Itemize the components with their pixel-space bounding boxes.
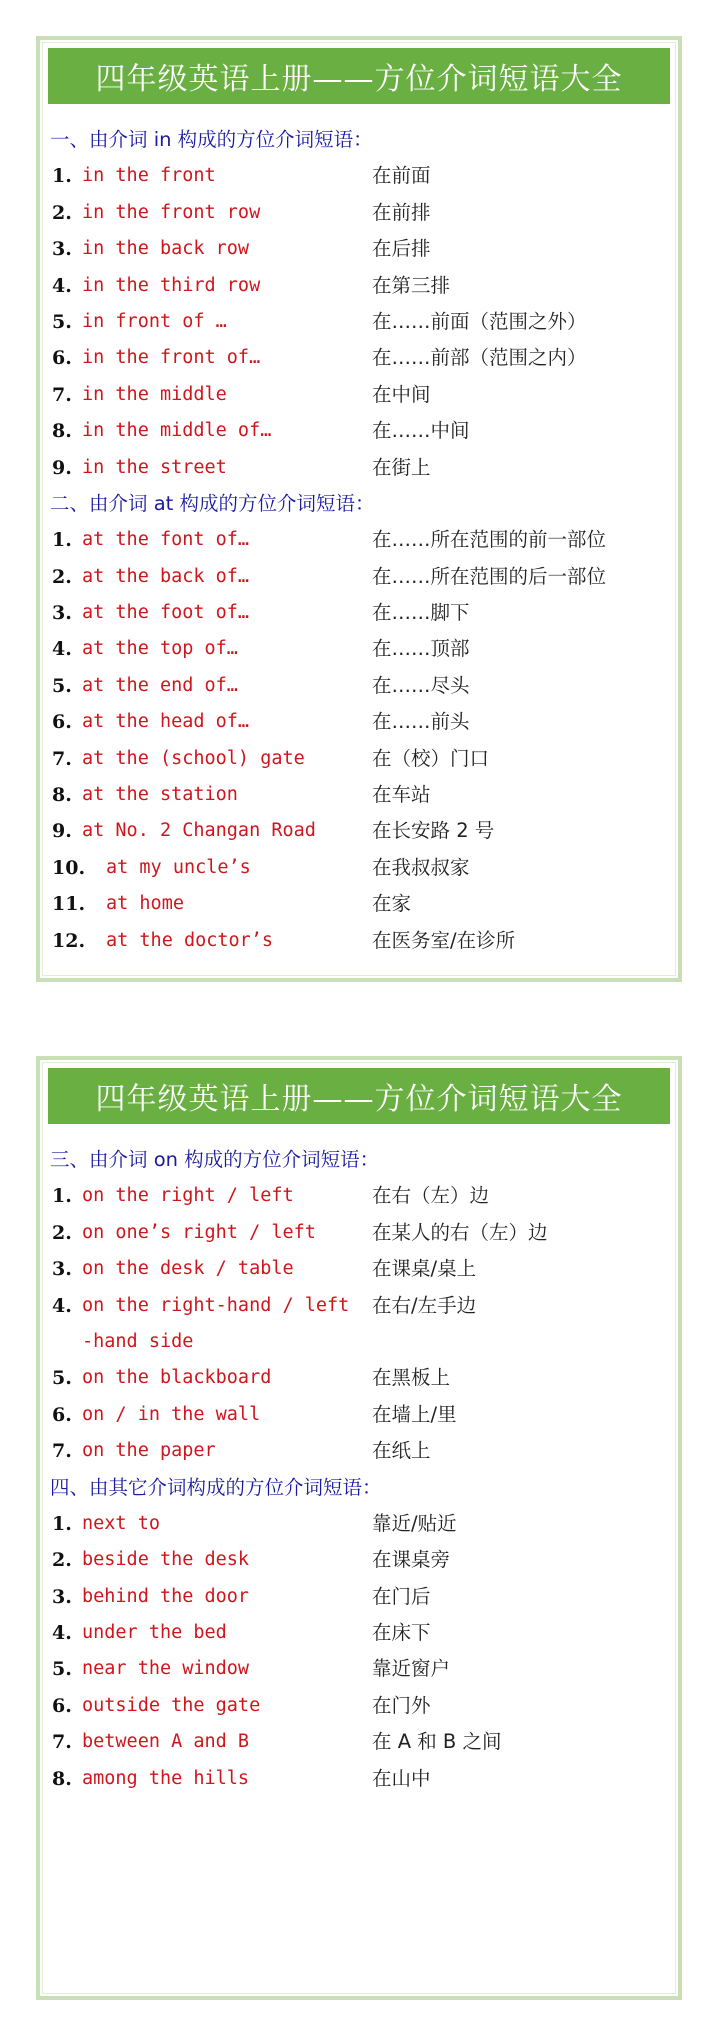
english-phrase: at my uncle’s: [106, 856, 251, 878]
item-number: 4.: [52, 1622, 72, 1645]
phrase-row: [48, 1251, 670, 1287]
item-number: 8.: [52, 784, 72, 807]
chinese-meaning: 在……顶部: [372, 637, 470, 661]
chinese-meaning: 在床下: [372, 1621, 431, 1645]
chinese-meaning: 在长安路 2 号: [372, 819, 495, 843]
english-phrase: on the paper: [82, 1440, 216, 1462]
item-number: 5.: [52, 1658, 72, 1681]
english-phrase: under the bed: [82, 1622, 227, 1644]
phrase-row: [48, 886, 670, 922]
chinese-meaning: 在前面: [372, 164, 431, 188]
chinese-meaning: 在某人的右（左）边: [372, 1220, 548, 1244]
english-phrase: on the desk / table: [82, 1258, 294, 1280]
english-phrase: at the station: [82, 784, 238, 806]
chinese-meaning: 在右（左）边: [372, 1184, 490, 1208]
item-number: 2.: [52, 201, 72, 224]
english-phrase: at the font of…: [82, 529, 250, 551]
chinese-meaning: 在……前面（范围之外）: [372, 309, 587, 333]
item-number: 1.: [52, 1185, 72, 1208]
english-phrase: beside the desk: [82, 1549, 250, 1571]
item-number: 5.: [52, 674, 72, 697]
item-number: 1.: [52, 1512, 72, 1535]
item-number: 3.: [52, 1585, 72, 1608]
phrase-row: [48, 1688, 670, 1724]
chinese-meaning: 在（校）门口: [372, 746, 490, 770]
english-phrase: near the window: [82, 1658, 250, 1680]
phrase-row: [48, 1178, 670, 1214]
item-number: 10.: [52, 856, 86, 879]
chinese-meaning: 在课桌/桌上: [372, 1257, 477, 1281]
section-heading: 一、由介词 in 构成的方位介词短语：: [50, 128, 373, 151]
chinese-meaning: 在第三排: [372, 273, 451, 297]
chinese-meaning: 在……中间: [372, 419, 470, 443]
item-number: 4.: [52, 638, 72, 661]
chinese-meaning: 靠近/贴近: [372, 1511, 457, 1535]
phrase-row: [48, 158, 670, 194]
item-number: 2.: [52, 1221, 72, 1244]
phrase-row: [48, 1615, 670, 1651]
phrase-row: [48, 813, 670, 849]
item-number: 7.: [52, 747, 72, 770]
chinese-meaning: 在车站: [372, 783, 431, 807]
item-number: 6.: [52, 1694, 72, 1717]
phrase-row: [48, 1360, 670, 1396]
english-phrase: at the top of…: [82, 638, 238, 660]
item-number: 7.: [52, 1731, 72, 1754]
phrase-row: [48, 413, 670, 449]
phrase-list: [48, 1142, 670, 1797]
item-number: 11.: [52, 893, 86, 916]
chinese-meaning: 在……脚下: [372, 601, 470, 625]
item-number: 1.: [52, 529, 72, 552]
item-number: 7.: [52, 1440, 72, 1463]
english-phrase: at the foot of…: [82, 602, 250, 624]
item-number: 8.: [52, 420, 72, 443]
english-phrase: at the end of…: [82, 674, 238, 696]
item-number: 7.: [52, 383, 72, 406]
chinese-meaning: 在门后: [372, 1584, 431, 1608]
chinese-meaning: 在 A 和 B 之间: [372, 1730, 502, 1754]
phrase-row: [48, 1651, 670, 1687]
english-phrase: in the back row: [82, 238, 250, 260]
item-number: 4.: [52, 1294, 72, 1317]
english-phrase: among the hills: [82, 1767, 250, 1789]
english-phrase: on the right / left: [82, 1185, 294, 1207]
chinese-meaning: 在……所在范围的后一部位: [372, 564, 607, 588]
item-number: 6.: [52, 711, 72, 734]
phrase-row: [48, 1288, 670, 1324]
chinese-meaning: 在医务室/在诊所: [372, 928, 516, 952]
chinese-meaning: 在我叔叔家: [372, 855, 470, 879]
chinese-meaning: 在山中: [372, 1766, 431, 1790]
phrase-row: [48, 1433, 670, 1469]
phrase-row: [48, 231, 670, 267]
phrase-row: [48, 1579, 670, 1615]
english-phrase: on / in the wall: [82, 1403, 261, 1425]
page-title: 四年级英语上册——方位介词短语大全: [48, 1068, 670, 1124]
phrase-list: [48, 122, 670, 959]
phrase-row: [48, 850, 670, 886]
page-card-2: [36, 1056, 682, 2000]
phrase-row: [48, 1724, 670, 1760]
english-phrase: in the third row: [82, 274, 261, 296]
phrase-row: [48, 704, 670, 740]
english-phrase: outside the gate: [82, 1694, 261, 1716]
item-number: 2.: [52, 1549, 72, 1572]
item-number: 12.: [52, 929, 86, 952]
section-heading: 三、由介词 on 构成的方位介词短语：: [50, 1148, 380, 1171]
item-number: 6.: [52, 1403, 72, 1426]
english-phrase: in the front row: [82, 201, 261, 223]
chinese-meaning: 在街上: [372, 455, 431, 479]
english-phrase: on one’s right / left: [82, 1221, 316, 1243]
item-number: 4.: [52, 274, 72, 297]
chinese-meaning: 在……所在范围的前一部位: [372, 528, 607, 552]
section-heading: 四、由其它介词构成的方位介词短语：: [50, 1475, 382, 1499]
chinese-meaning: 在中间: [372, 382, 431, 406]
chinese-meaning: 在墙上/里: [372, 1402, 457, 1426]
phrase-row: [48, 1397, 670, 1433]
item-number: 5.: [52, 310, 72, 333]
item-number: 3.: [52, 238, 72, 261]
english-phrase: -hand side: [82, 1330, 194, 1352]
phrase-row: [48, 595, 670, 631]
chinese-meaning: 靠近窗户: [372, 1657, 451, 1681]
phrase-row: [48, 923, 670, 959]
chinese-meaning: 在家: [372, 892, 412, 916]
chinese-meaning: 在……尽头: [372, 673, 470, 697]
page-title: 四年级英语上册——方位介词短语大全: [48, 48, 670, 104]
english-phrase: at the (school) gate: [82, 747, 305, 769]
phrase-row: [48, 340, 670, 376]
phrase-row: [48, 1324, 670, 1360]
phrase-row: [48, 522, 670, 558]
chinese-meaning: 在黑板上: [372, 1366, 451, 1390]
chinese-meaning: 在右/左手边: [372, 1293, 477, 1317]
phrase-row: [48, 631, 670, 667]
item-number: 3.: [52, 1258, 72, 1281]
chinese-meaning: 在纸上: [372, 1439, 431, 1463]
phrase-row: [48, 1761, 670, 1797]
english-phrase: behind the door: [82, 1585, 250, 1607]
item-number: 9.: [52, 820, 72, 843]
english-phrase: between A and B: [82, 1731, 250, 1753]
item-number: 6.: [52, 347, 72, 370]
english-phrase: in the front of…: [82, 347, 261, 369]
english-phrase: on the right-hand / left: [82, 1294, 350, 1316]
chinese-meaning: 在……前头: [372, 710, 470, 734]
page-card-1: [36, 36, 682, 982]
phrase-row: [48, 741, 670, 777]
english-phrase: at the doctor’s: [106, 929, 274, 951]
item-number: 3.: [52, 602, 72, 625]
phrase-row: [48, 777, 670, 813]
chinese-meaning: 在门外: [372, 1693, 431, 1717]
item-number: 1.: [52, 165, 72, 188]
chinese-meaning: 在前排: [372, 200, 431, 224]
chinese-meaning: 在课桌旁: [372, 1548, 451, 1572]
phrase-row: [48, 450, 670, 486]
english-phrase: on the blackboard: [82, 1367, 272, 1389]
phrase-row: [48, 1542, 670, 1578]
chinese-meaning: 在后排: [372, 237, 431, 261]
english-phrase: at No. 2 Changan Road: [82, 820, 316, 842]
chinese-meaning: 在……前部（范围之内）: [372, 346, 587, 370]
english-phrase: at the head of…: [82, 711, 250, 733]
phrase-row: [48, 195, 670, 231]
english-phrase: in front of …: [82, 310, 227, 332]
item-number: 9.: [52, 456, 72, 479]
english-phrase: at home: [106, 893, 184, 915]
phrase-row: [48, 377, 670, 413]
phrase-row: [48, 1506, 670, 1542]
item-number: 5.: [52, 1367, 72, 1390]
english-phrase: in the middle: [82, 383, 227, 405]
phrase-row: [48, 559, 670, 595]
phrase-row: [48, 1215, 670, 1251]
phrase-row: [48, 304, 670, 340]
section-heading: 二、由介词 at 构成的方位介词短语：: [50, 491, 375, 515]
english-phrase: in the front: [82, 165, 216, 187]
item-number: 8.: [52, 1767, 72, 1790]
phrase-row: [48, 268, 670, 304]
english-phrase: next to: [82, 1512, 160, 1534]
phrase-row: [48, 668, 670, 704]
item-number: 2.: [52, 565, 72, 588]
english-phrase: in the middle of…: [82, 420, 272, 442]
english-phrase: at the back of…: [82, 565, 250, 587]
english-phrase: in the street: [82, 456, 227, 478]
